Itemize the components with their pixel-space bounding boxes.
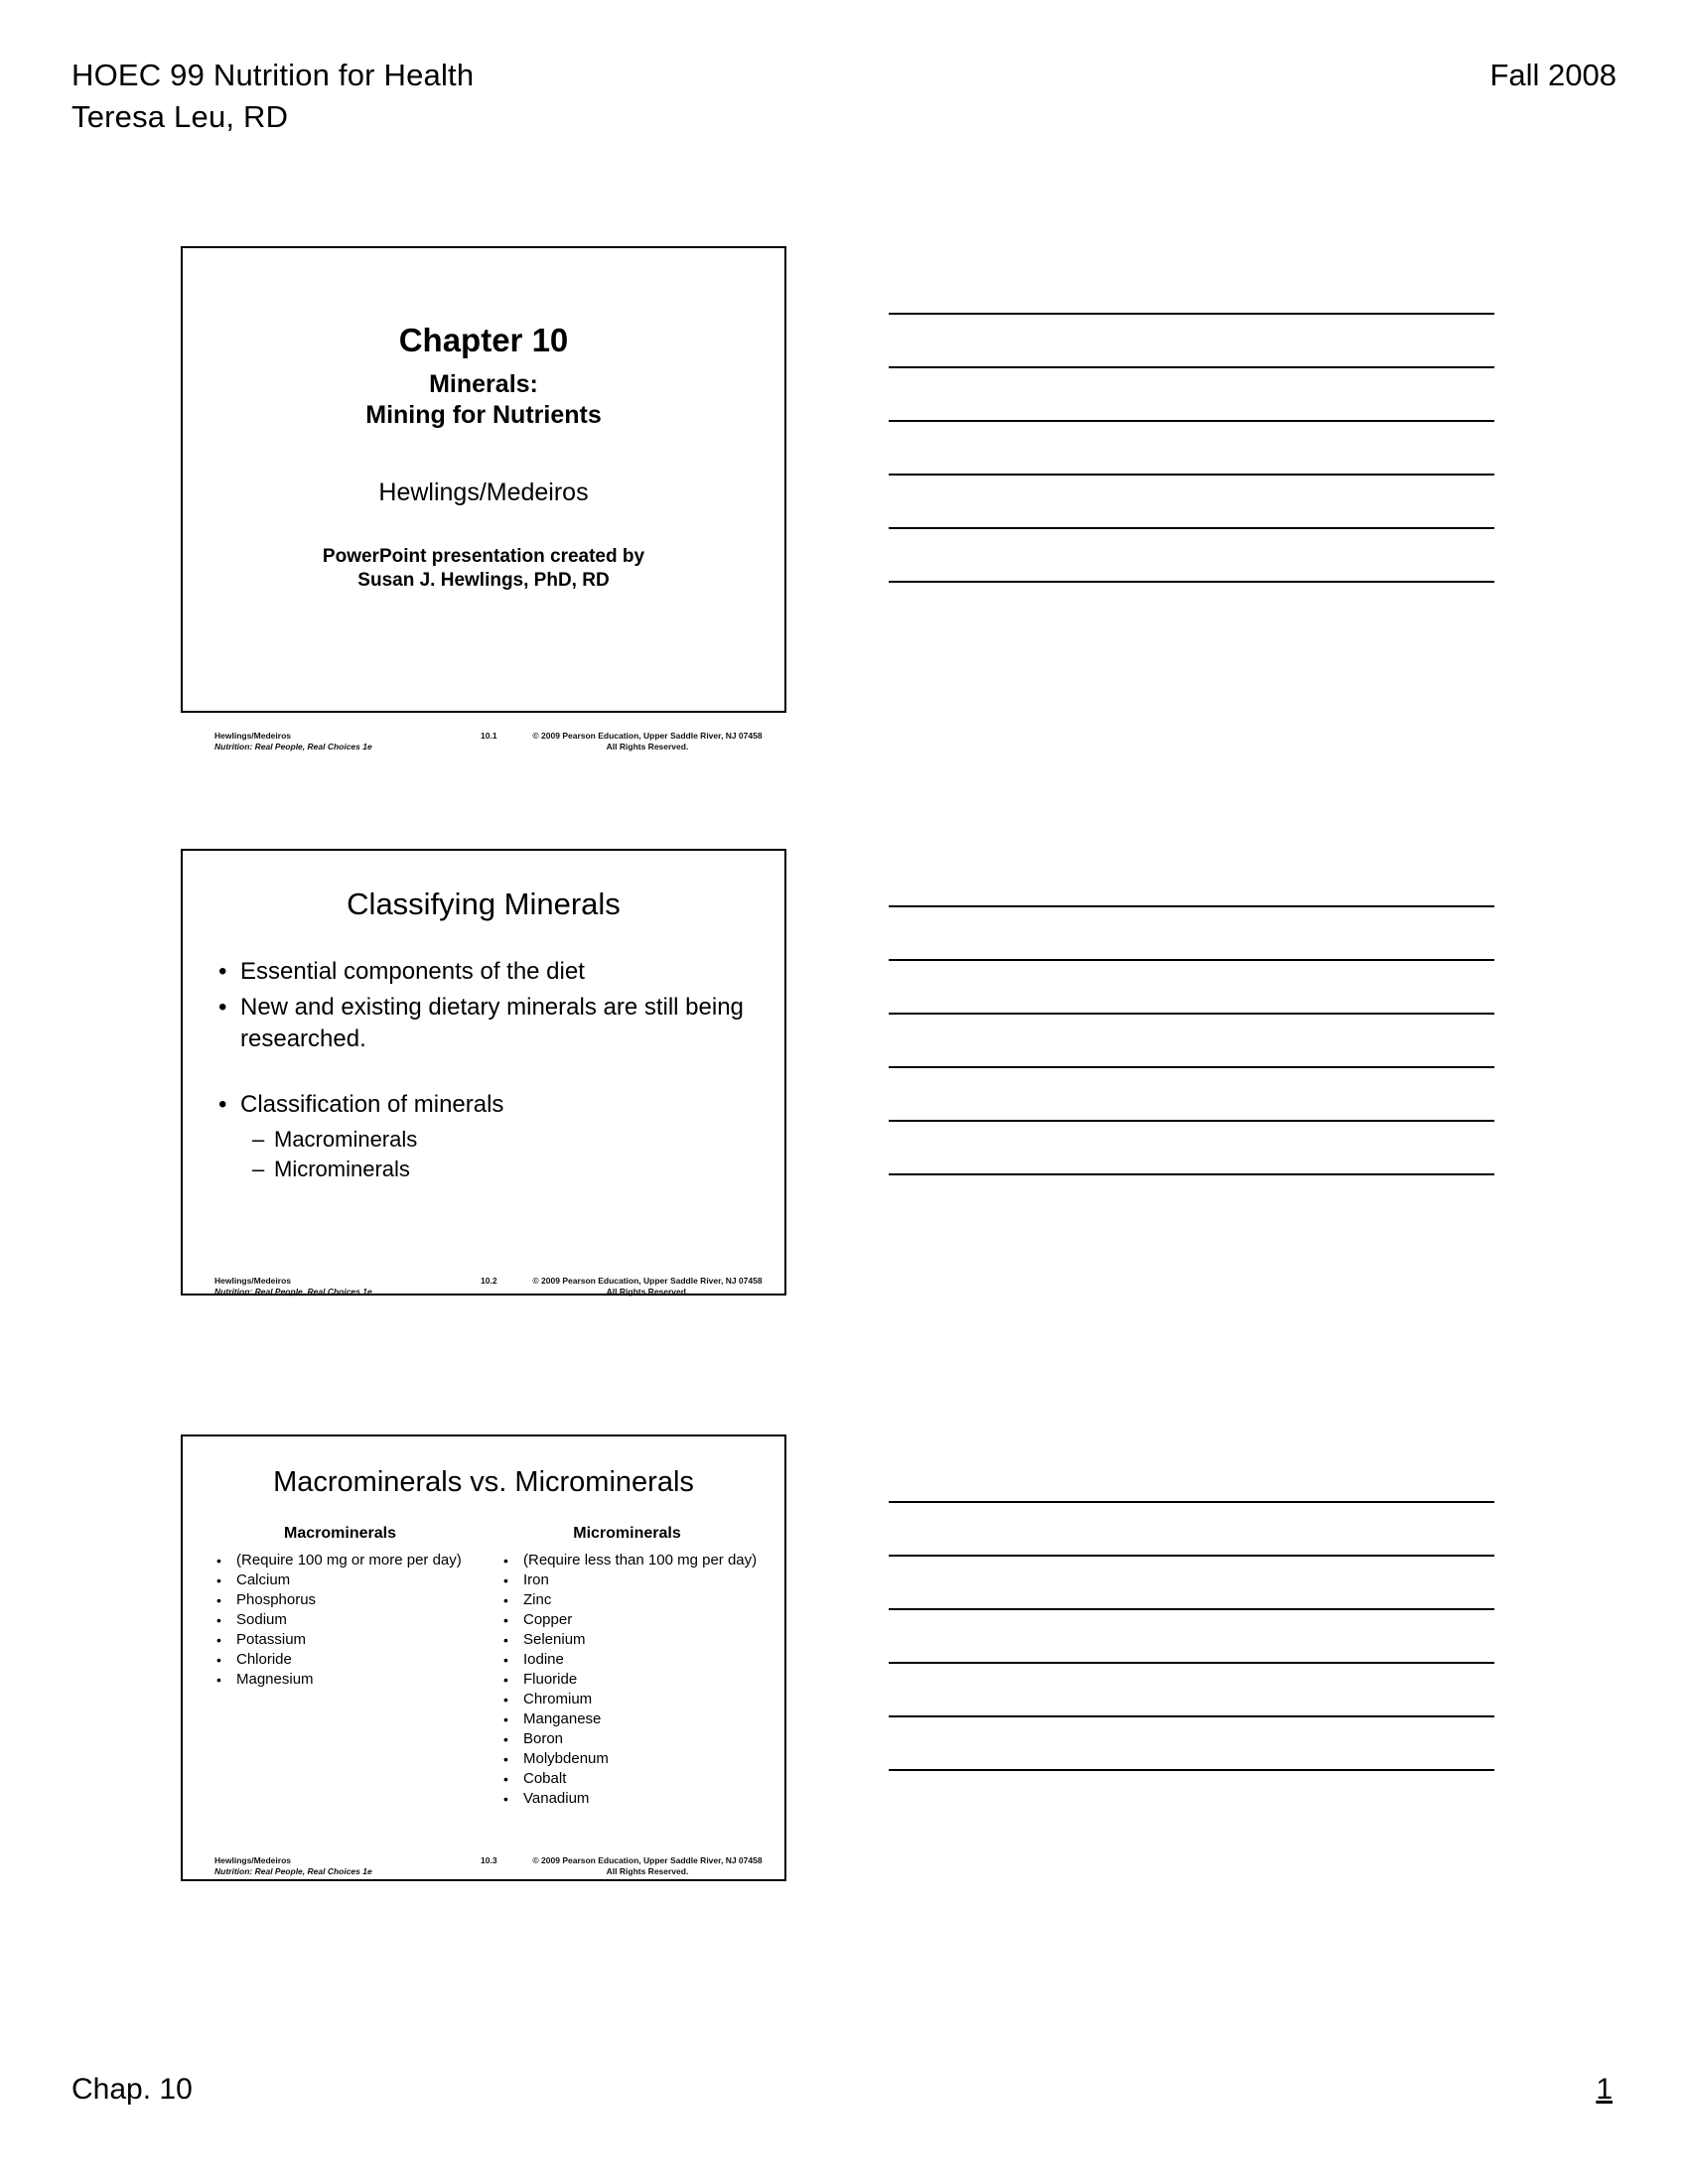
notes-area-3 xyxy=(889,1501,1494,1823)
microminerals-heading: Microminerals xyxy=(573,1525,681,1542)
note-line xyxy=(889,1662,1494,1664)
slide-2-footer-source xyxy=(214,1276,372,1297)
list-item: • Zinc xyxy=(501,1590,771,1610)
slide-2-bullet-group-label: • Classification of minerals xyxy=(212,1089,757,1121)
note-line xyxy=(889,1173,1494,1175)
note-line xyxy=(889,420,1494,422)
list-item: • Selenium xyxy=(501,1630,771,1650)
slide-2-footer-authors: Hewlings/Medeiros xyxy=(214,1276,291,1286)
list-item: • Iodine xyxy=(501,1650,771,1670)
list-item: • (Require 100 mg or more per day) xyxy=(214,1551,484,1570)
instructor-name: Teresa Leu, RD xyxy=(71,99,289,134)
slide-1-subtitle-line1: Minerals: xyxy=(429,370,538,398)
note-line xyxy=(889,1013,1494,1015)
list-item: • Copper xyxy=(501,1610,771,1630)
slide-2-footer-copyright xyxy=(520,1276,774,1297)
slide-1-copyright-line2: All Rights Reserved. xyxy=(606,742,689,751)
slide-1-footer-source xyxy=(214,731,372,752)
slide-1-title: Chapter 10 xyxy=(398,322,569,358)
slide-2-copyright-line2: All Rights Reserved. xyxy=(606,1287,689,1297)
list-item: • Phosphorus xyxy=(214,1590,484,1610)
note-line xyxy=(889,313,1494,315)
list-item: • Boron xyxy=(501,1729,771,1749)
slide-3-title: Macrominerals vs. Microminerals xyxy=(273,1466,694,1498)
slide-2-bullet: • Essential components of the diet xyxy=(212,956,757,988)
list-item: • Chloride xyxy=(214,1650,484,1670)
list-item: • Calcium xyxy=(214,1570,484,1590)
slide-2-body xyxy=(183,956,784,1184)
note-line xyxy=(889,1120,1494,1122)
slide-1-footer-copyright xyxy=(520,731,774,752)
slide-1-credit xyxy=(183,545,784,593)
macrominerals-column xyxy=(197,1525,484,1809)
list-item: • Vanadium xyxy=(501,1789,771,1809)
slide-2 xyxy=(181,849,786,1296)
notes-area-1 xyxy=(889,313,1494,634)
slide-3-footer-booktitle: Nutrition: Real People, Real Choices 1e xyxy=(214,1866,372,1876)
slide-3 xyxy=(181,1434,786,1881)
note-line xyxy=(889,527,1494,529)
footer-page-number: 1 xyxy=(1596,2073,1613,2106)
slide-1-footer-authors: Hewlings/Medeiros xyxy=(214,731,291,741)
slide-1-credit-line1: PowerPoint presentation created by xyxy=(322,546,645,567)
slide-3-footer-copyright xyxy=(520,1855,774,1877)
macrominerals-heading: Macrominerals xyxy=(284,1525,396,1542)
slide-1-credit-line2: Susan J. Hewlings, PhD, RD xyxy=(357,570,610,591)
term-label: Fall 2008 xyxy=(1489,58,1617,92)
note-line xyxy=(889,581,1494,583)
note-line xyxy=(889,905,1494,907)
note-line xyxy=(889,1715,1494,1717)
slide-2-footer-number: 10.2 xyxy=(481,1276,497,1286)
slide-3-columns xyxy=(183,1525,784,1809)
page-header xyxy=(71,55,1617,144)
slide-1-copyright-line1: © 2009 Pearson Education, Upper Saddle River, NJ 07458 xyxy=(532,731,763,741)
note-line xyxy=(889,1555,1494,1557)
note-line xyxy=(889,1608,1494,1610)
slide-1-subtitle xyxy=(183,369,784,431)
list-item: • Chromium xyxy=(501,1690,771,1709)
microminerals-column xyxy=(484,1525,771,1809)
slide-1 xyxy=(181,246,786,751)
slide-3-footer xyxy=(183,1855,784,1883)
slide-2-footer xyxy=(183,1276,784,1303)
slide-2-copyright-line1: © 2009 Pearson Education, Upper Saddle River, NJ 07458 xyxy=(532,1276,763,1286)
note-line xyxy=(889,1769,1494,1771)
list-item: • Potassium xyxy=(214,1630,484,1650)
slide-3-footer-authors: Hewlings/Medeiros xyxy=(214,1855,291,1865)
note-line xyxy=(889,474,1494,476)
list-item: • (Require less than 100 mg per day) xyxy=(501,1551,771,1570)
slide-1-footer-booktitle: Nutrition: Real People, Real Choices 1e xyxy=(214,742,372,751)
slide-2-footer-booktitle: Nutrition: Real People, Real Choices 1e xyxy=(214,1287,372,1297)
slide-2-title: Classifying Minerals xyxy=(347,887,621,921)
footer-chapter-label: Chap. 10 xyxy=(71,2073,193,2106)
slide-1-authors: Hewlings/Medeiros xyxy=(378,478,589,506)
note-line xyxy=(889,1501,1494,1503)
course-title: HOEC 99 Nutrition for Health xyxy=(71,58,475,92)
slide-1-footer-number: 10.1 xyxy=(481,731,497,741)
slide-2-bullet: • New and existing dietary minerals are still being researched. xyxy=(212,992,757,1055)
slide-3-footer-number: 10.3 xyxy=(481,1855,497,1865)
note-line xyxy=(889,959,1494,961)
slide-3-copyright-line2: All Rights Reserved. xyxy=(606,1866,689,1876)
header-course-block xyxy=(71,55,474,138)
list-item: • Manganese xyxy=(501,1709,771,1729)
slide-3-copyright-line1: © 2009 Pearson Education, Upper Saddle River, NJ 07458 xyxy=(532,1855,763,1865)
list-item: • Iron xyxy=(501,1570,771,1590)
notes-area-2 xyxy=(889,905,1494,1227)
list-item: • Sodium xyxy=(214,1610,484,1630)
slide-2-subbullet: – Microminerals xyxy=(212,1155,757,1184)
list-item: • Fluoride xyxy=(501,1670,771,1690)
list-item: • Molybdenum xyxy=(501,1749,771,1769)
slide-2-subbullet: – Macrominerals xyxy=(212,1125,757,1155)
microminerals-list xyxy=(484,1551,771,1809)
note-line xyxy=(889,366,1494,368)
macrominerals-list xyxy=(197,1551,484,1690)
list-item: • Magnesium xyxy=(214,1670,484,1690)
slide-3-footer-source xyxy=(214,1855,372,1877)
slide-1-subtitle-line2: Mining for Nutrients xyxy=(365,401,602,429)
list-item: • Cobalt xyxy=(501,1769,771,1789)
slide-1-footer xyxy=(183,731,784,758)
note-line xyxy=(889,1066,1494,1068)
